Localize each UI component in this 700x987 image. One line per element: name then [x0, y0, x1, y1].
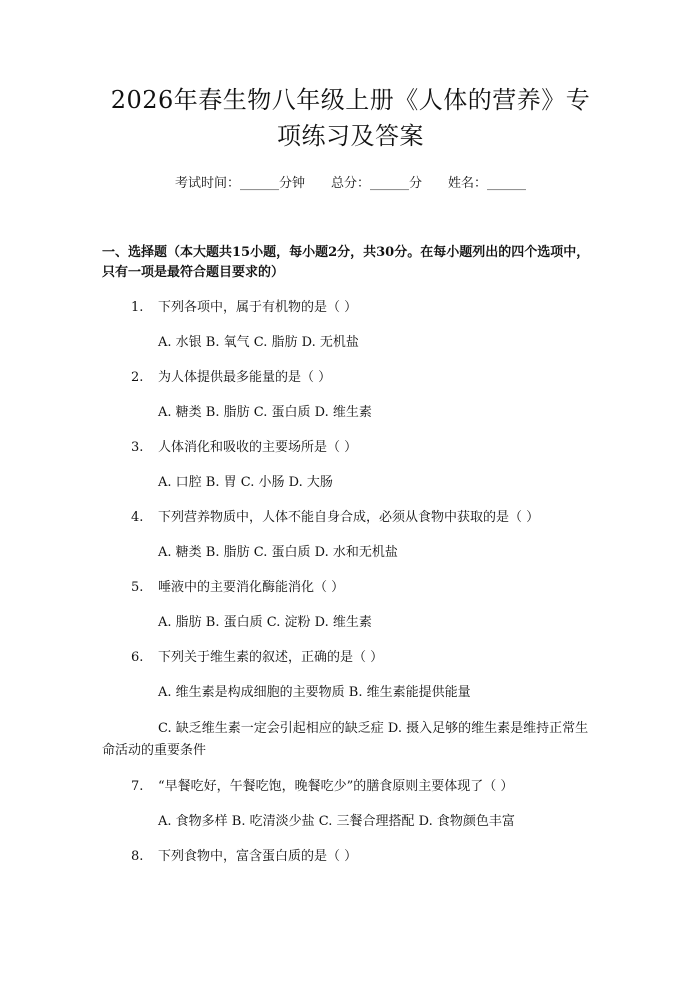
exam-info	[102, 175, 599, 193]
section-heading: 一、选择题（本大题共15小题，每小题2分，共30分。在每小题列出的四个选项中，只有一项是最符合题目要求的）	[102, 245, 590, 280]
exam-page	[0, 82, 700, 987]
question-number: 2.	[131, 370, 144, 385]
question-options: A. 水银 B. 氧气 C. 脂肪 D. 无机盐	[158, 335, 359, 350]
question-stem: “早餐吃好，午餐吃饱，晚餐吃少”的膳食原则主要体现了（ ）	[158, 779, 514, 794]
question-stem: 下列关于维生素的叙述，正确的是（ ）	[158, 650, 384, 665]
question-options: A. 口腔 B. 胃 C. 小肠 D. 大肠	[158, 475, 333, 490]
question-number: 8.	[131, 849, 144, 864]
title-line-1: 2026年春生物八年级上册《人体的营养》专	[110, 86, 591, 114]
page-title	[102, 82, 599, 154]
question-options: A. 维生素是构成细胞的主要物质 B. 维生素能提供能量	[158, 685, 471, 700]
exam-time: 考试时间：______分钟	[174, 176, 305, 191]
question-2	[102, 368, 599, 388]
question-number: 6.	[131, 650, 144, 665]
question-1	[102, 298, 599, 318]
question-number: 7.	[131, 779, 144, 794]
question-8	[102, 847, 599, 867]
question-options: C. 缺乏维生素一定会引起相应的缺乏症 D. 摄入足够的维生素是维持正常生命活动的重要条件	[102, 721, 589, 758]
question-list	[102, 298, 599, 867]
question-stem: 人体消化和吸收的主要场所是（ ）	[158, 440, 358, 455]
question-stem: 下列营养物质中，人体不能自身合成，必须从食物中获取的是（ ）	[158, 510, 540, 525]
question-options: A. 糖类 B. 脂肪 C. 蛋白质 D. 水和无机盐	[158, 545, 398, 560]
student-name: 姓名：______	[448, 176, 527, 191]
question-options: A. 食物多样 B. 吃清淡少盐 C. 三餐合理搭配 D. 食物颜色丰富	[158, 814, 515, 829]
question-stem: 唾液中的主要消化酶能消化（ ）	[158, 580, 345, 595]
question-7	[102, 777, 599, 797]
question-4	[102, 508, 599, 528]
question-3	[102, 438, 599, 458]
title-line-2: 项练习及答案	[277, 122, 424, 150]
question-options: A. 糖类 B. 脂肪 C. 蛋白质 D. 维生素	[158, 405, 372, 420]
question-number: 5.	[131, 580, 144, 595]
question-5	[102, 578, 599, 598]
question-stem: 为人体提供最多能量的是（ ）	[158, 370, 332, 385]
question-options: A. 脂肪 B. 蛋白质 C. 淀粉 D. 维生素	[158, 615, 372, 630]
question-stem: 下列食物中，富含蛋白质的是（ ）	[158, 849, 358, 864]
question-number: 1.	[131, 300, 144, 315]
question-number: 3.	[131, 440, 144, 455]
question-stem: 下列各项中，属于有机物的是（ ）	[158, 300, 358, 315]
question-6	[102, 648, 599, 668]
question-number: 4.	[131, 510, 144, 525]
total-score: 总分：______分	[330, 176, 422, 191]
